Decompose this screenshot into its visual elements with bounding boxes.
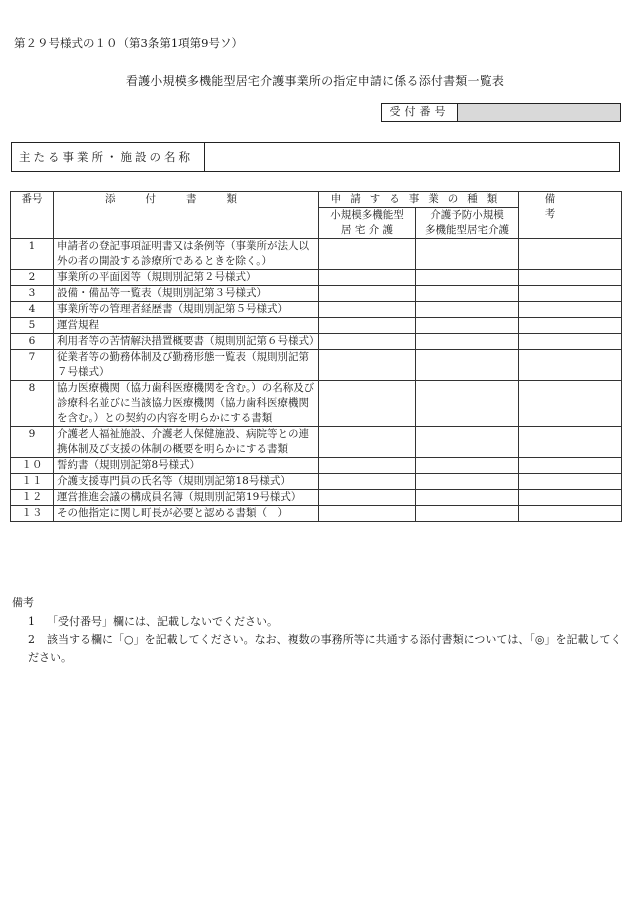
row-document: 利用者等の苦情解決措置概要書（規則別記第６号様式） [54,334,319,350]
header-kind-1-line1: 小規模多機能型 [330,209,404,221]
row-number: 8 [11,381,54,427]
row-kind-preventive-check[interactable] [416,302,519,318]
row-number: 4 [11,302,54,318]
row-document: 介護老人福祉施設、介護老人保健施設、病院等との連携体制及び支援の体制の概要を明らかにする書類 [54,427,319,458]
row-remarks[interactable] [519,381,622,427]
document-title: 看護小規模多機能型居宅介護事業所の指定申請に係る添付書類一覧表 [125,74,505,88]
row-number: 7 [11,350,54,381]
table-row [11,506,622,522]
attachment-documents-table [10,191,622,522]
row-number: １２ [11,490,54,506]
table-row [11,474,622,490]
row-kind-preventive-check[interactable] [416,350,519,381]
row-number: １０ [11,458,54,474]
row-document: 運営規程 [54,318,319,334]
row-remarks[interactable] [519,286,622,302]
row-remarks[interactable] [519,506,622,522]
table-row [11,318,622,334]
table-row [11,286,622,302]
notes-heading: 備考 [12,596,34,609]
row-kind-small-multi-check[interactable] [319,506,416,522]
row-kind-small-multi-check[interactable] [319,270,416,286]
row-number: 1 [11,239,54,270]
facility-name-label: 主たる事業所・施設の名称 [12,143,205,171]
row-remarks[interactable] [519,458,622,474]
row-kind-preventive-check[interactable] [416,506,519,522]
facility-name-field[interactable] [205,143,619,171]
row-number: 9 [11,427,54,458]
row-number: １３ [11,506,54,522]
header-kind-preventive [416,208,519,239]
table-row [11,239,622,270]
row-remarks[interactable] [519,270,622,286]
row-kind-preventive-check[interactable] [416,286,519,302]
row-kind-small-multi-check[interactable] [319,458,416,474]
row-kind-preventive-check[interactable] [416,318,519,334]
row-number: 2 [11,270,54,286]
receipt-number-label: 受付番号 [382,104,458,121]
row-kind-preventive-check[interactable] [416,239,519,270]
header-kind-small-multi [319,208,416,239]
row-kind-small-multi-check[interactable] [319,239,416,270]
header-kind-2-line2: 多機能型居宅介護 [425,224,509,236]
row-kind-preventive-check[interactable] [416,334,519,350]
header-kind-1-line2: 居 宅 介 護 [340,224,393,236]
row-kind-preventive-check[interactable] [416,458,519,474]
header-remarks: 備考 [519,192,622,239]
row-kind-small-multi-check[interactable] [319,474,416,490]
header-application-kind: 申請する事業の種類 [319,192,519,208]
row-document: 協力医療機関（協力歯科医療機関を含む。）の名称及び診療科名並びに当該協力医療機関（協力歯科医療機関を含む。）との契約の内容を明らかにする書類 [54,381,319,427]
row-kind-preventive-check[interactable] [416,490,519,506]
facility-name-box [11,142,620,172]
table-row [11,334,622,350]
receipt-number-box [381,103,621,122]
row-remarks[interactable] [519,239,622,270]
row-remarks[interactable] [519,350,622,381]
table-row [11,270,622,286]
row-number: 5 [11,318,54,334]
header-kind-2-line1: 介護予防小規模 [430,209,504,221]
table-row [11,427,622,458]
row-remarks[interactable] [519,302,622,318]
row-kind-small-multi-check[interactable] [319,318,416,334]
table-row [11,490,622,506]
row-document: 運営推進会議の構成員名簿（規則別記第19号様式） [54,490,319,506]
note-text: 該当する欄に「○」を記載してください。なお、複数の事務所等に共通する添付書類については、「◎」を記載してください。 [28,633,622,664]
row-kind-preventive-check[interactable] [416,270,519,286]
row-remarks[interactable] [519,334,622,350]
row-remarks[interactable] [519,427,622,458]
row-kind-small-multi-check[interactable] [319,286,416,302]
row-kind-small-multi-check[interactable] [319,427,416,458]
row-number: 6 [11,334,54,350]
header-documents: 添付書類 [54,192,319,239]
row-kind-small-multi-check[interactable] [319,302,416,318]
row-document: 介護支援専門員の氏名等（規則別記第18号様式） [54,474,319,490]
note-item-1 [28,613,278,629]
row-document: 誓約書（規則別記第8号様式） [54,458,319,474]
form-number: 第２９号様式の１０（第3条第1項第9号ソ） [14,36,243,50]
row-remarks[interactable] [519,474,622,490]
row-kind-small-multi-check[interactable] [319,490,416,506]
row-remarks[interactable] [519,318,622,334]
table-row [11,302,622,318]
row-remarks[interactable] [519,490,622,506]
row-document: 従業者等の勤務体制及び勤務形態一覧表（規則別記第７号様式） [54,350,319,381]
row-number: １１ [11,474,54,490]
row-kind-preventive-check[interactable] [416,427,519,458]
header-number: 番号 [11,192,54,239]
row-document: その他指定に関し町長が必要と認める書類（ ） [54,506,319,522]
note-item-2 [28,631,624,667]
row-document: 事業所等の管理者経歴書（規則別記第５号様式） [54,302,319,318]
note-number: 2 [28,633,35,646]
receipt-number-field[interactable] [458,104,620,121]
row-document: 設備・備品等一覧表（規則別記第３号様式） [54,286,319,302]
row-kind-preventive-check[interactable] [416,381,519,427]
note-number: 1 [28,615,35,628]
table-row [11,458,622,474]
row-document: 申請者の登記事項証明書又は条例等（事業所が法人以外の者の開設する診療所であるときを除く。） [54,239,319,270]
row-kind-small-multi-check[interactable] [319,381,416,427]
table-row [11,381,622,427]
row-kind-small-multi-check[interactable] [319,334,416,350]
row-number: 3 [11,286,54,302]
note-text: 「受付番号」欄には、記載しないでください。 [47,615,278,628]
row-kind-small-multi-check[interactable] [319,350,416,381]
table-row [11,350,622,381]
row-document: 事業所の平面図等（規則別記第２号様式） [54,270,319,286]
row-kind-preventive-check[interactable] [416,474,519,490]
